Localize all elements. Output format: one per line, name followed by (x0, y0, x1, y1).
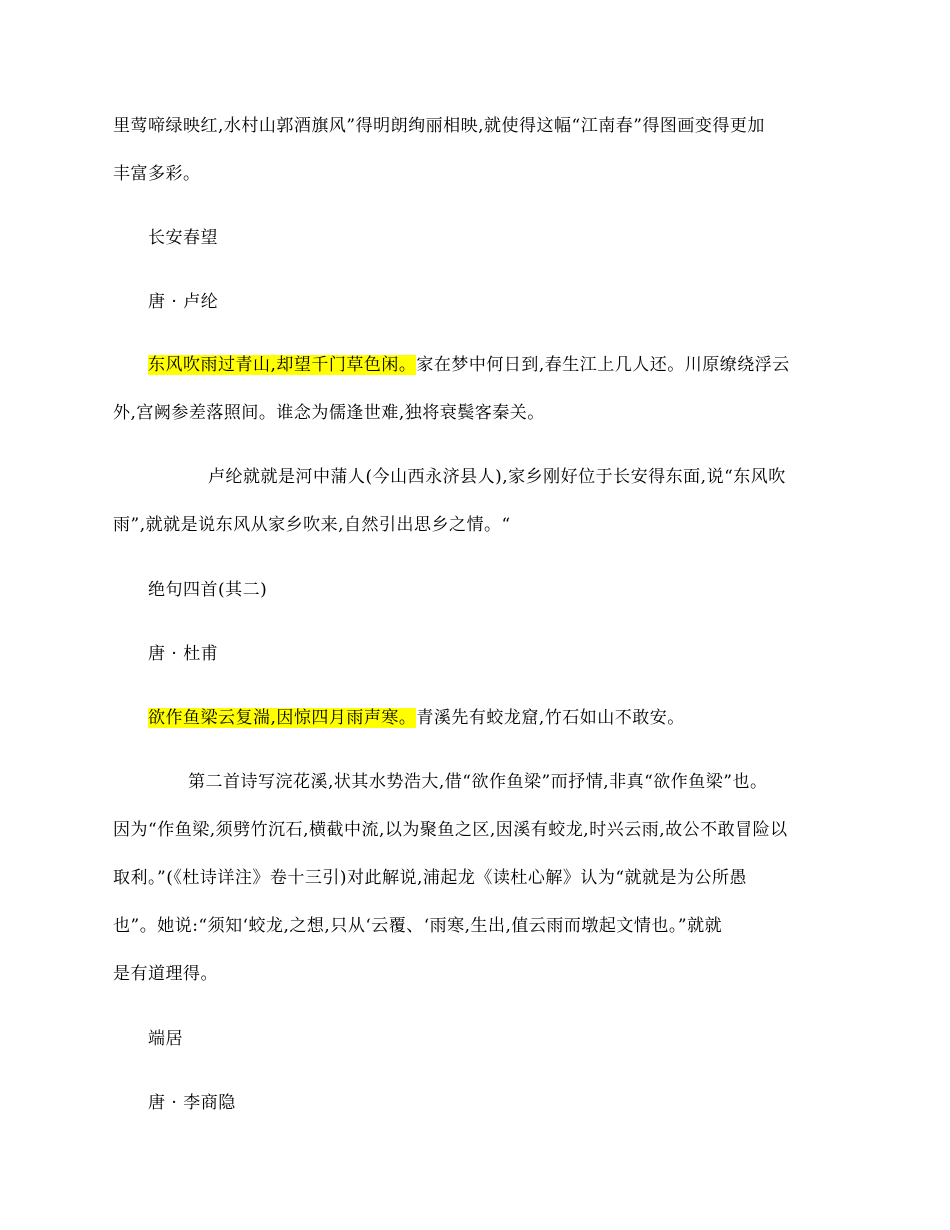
intro-line-2: 丰富多彩。 (113, 164, 201, 184)
poem2-title: 绝句四首(其二) (148, 580, 268, 600)
poem2-author: 唐 · 杜甫 (148, 644, 219, 664)
commentary1-line-2: 雨”,就就是说东风从家乡吹来,自然引出思乡之情。“ (113, 515, 511, 535)
commentary2-line-5: 是有道理得。 (113, 964, 218, 984)
commentary2-line-3: 取利。”(《杜诗详注》卷十三引)对此解说,浦起龙《读杜心解》认为“就就是为公所愚 (113, 868, 748, 888)
commentary1-line-1: 卢纶就就是河中蒲人(今山西永济县人),家乡刚好位于长安得东面,说“东风吹 (208, 467, 786, 487)
commentary2-line-1: 第二首诗写浣花溪,状其水势浩大,借“欲作鱼梁”而抒情,非真“欲作鱼梁”也。 (188, 772, 768, 792)
poem3-author: 唐 · 李商隐 (148, 1093, 236, 1113)
poem2-line-1 (148, 706, 685, 730)
poem1-title: 长安春望 (148, 228, 218, 248)
poem1-line-1-rest: 家在梦中何日到,春生江上几人还。川原缭绕浮云 (416, 355, 790, 375)
poem2-highlighted-couplet: 欲作鱼梁云复湍,因惊四月雨声寒。 (148, 708, 417, 728)
poem3-title: 端居 (148, 1029, 183, 1049)
poem1-author: 唐 · 卢纶 (148, 292, 219, 312)
poem1-line-2: 外,宫阙参差落照间。谁念为儒逢世难,独将衰鬓客秦关。 (113, 403, 545, 423)
intro-line-1: 里莺啼绿映红,水村山郭酒旗风”得明朗绚丽相映,就使得这幅“江南春”得图画变得更加 (113, 116, 765, 136)
commentary2-line-4: 也”。她说:“须知‘蛟龙,之想,只从‘云覆、‘雨寒,生出,值云雨而墩起文情也。”就就 (113, 916, 723, 936)
commentary2-line-2: 因为“作鱼梁,须劈竹沉石,横截中流,以为聚鱼之区,因溪有蛟龙,时兴云雨,故公不敢冒险以 (113, 820, 788, 840)
poem2-line-1-rest: 青溪先有蛟龙窟,竹石如山不敢安。 (416, 708, 685, 728)
poem1-highlighted-couplet: 东风吹雨过青山,却望千门草色闲。 (148, 355, 417, 375)
poem1-line-1 (148, 353, 790, 377)
